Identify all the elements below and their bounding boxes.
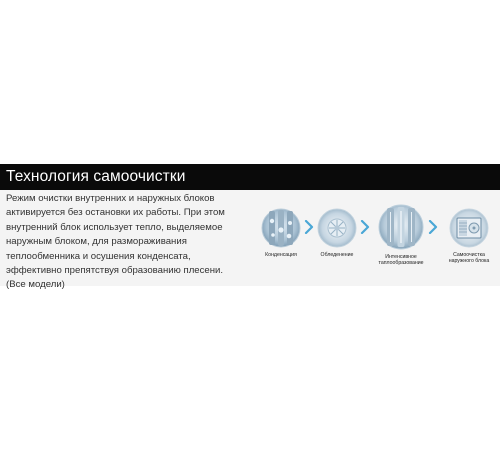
section-description [6,192,254,293]
step-label-line: Конденсация [265,252,297,258]
description-line: внутренний блок использует тепло, выделяемое [6,221,223,233]
title-bar [0,164,500,190]
step-label-line: таплообразование [378,260,424,267]
outdoor-unit-cleaning-icon [449,208,489,248]
step-label-outdoor-cleaning [439,252,499,264]
step-icing [317,208,357,248]
description-line: наружным блоком, для размораживания [6,236,187,248]
step-label-line: Интенсивное [385,254,417,260]
condensation-icon [261,208,301,248]
icing-icon [317,208,357,248]
description-line: активируется без остановки их работы. При этом [6,207,225,219]
description-line: Режим очистки внутренних и наружных блоков [6,193,215,204]
step-label-icing [307,252,367,258]
step-label-line: Обледенение [320,252,354,258]
self-cleaning-banner [0,164,500,291]
description-line: эффективно препятствуя образованию плесени. [6,265,224,277]
cleaning-steps [256,204,500,284]
chevron-right-icon [304,220,314,234]
section-title: Технология самоочистки [6,168,186,185]
step-label-line: Самоочистка [453,252,485,258]
chevron-right-icon [360,220,370,234]
step-outdoor-cleaning [449,208,489,248]
description-line: теплообменника и осушения конденсата, [6,250,191,262]
step-heat-generation [378,204,424,250]
step-condensation [261,208,301,248]
step-label-line: наружного блока [448,258,490,265]
chevron-right-icon [428,220,438,234]
description-line: (Все модели) [6,279,65,291]
step-label-condensation [251,252,311,258]
step-label-heat-generation [371,254,431,266]
heat-generation-icon [378,204,424,250]
